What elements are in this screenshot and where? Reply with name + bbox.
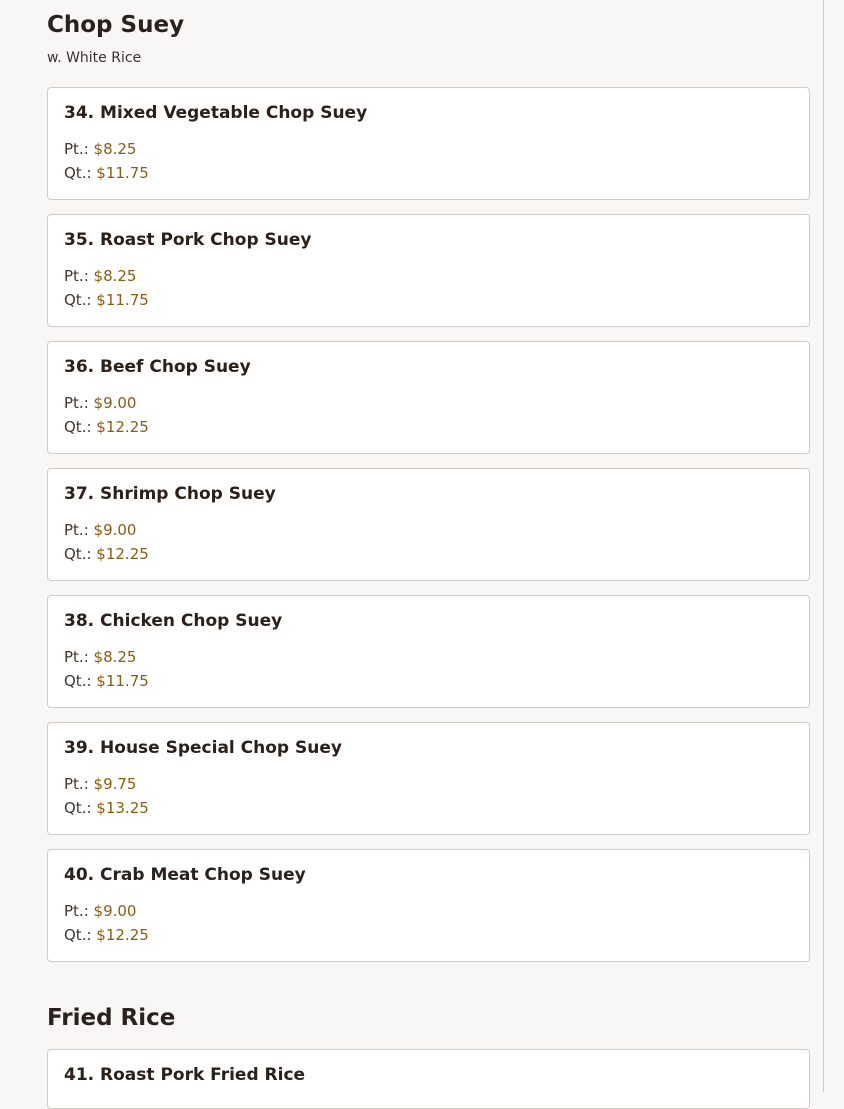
price-line-pint: [64, 904, 136, 919]
price-value-quart: $13.25: [96, 799, 149, 817]
price-label-pint: Pt.:: [64, 140, 89, 158]
price-value-pint: $8.25: [93, 140, 137, 158]
price-label-quart: Qt.:: [64, 672, 92, 690]
section-title-chop-suey: Chop Suey: [47, 12, 185, 38]
price-label-quart: Qt.:: [64, 926, 92, 944]
menu-item-card-36[interactable]: [47, 341, 810, 454]
price-label-pint: Pt.:: [64, 648, 89, 666]
price-label-quart: Qt.:: [64, 418, 92, 436]
price-line-pint: [64, 523, 136, 538]
menu-item-name: 40. Crab Meat Chop Suey: [64, 865, 306, 885]
menu-item-card-37[interactable]: [47, 468, 810, 581]
price-line-pint: [64, 396, 136, 411]
menu-item-name: 36. Beef Chop Suey: [64, 357, 251, 377]
section-title-fried-rice: Fried Rice: [47, 1005, 176, 1031]
price-label-pint: Pt.:: [64, 902, 89, 920]
price-value-quart: $11.75: [96, 291, 149, 309]
price-line-quart: [64, 928, 149, 943]
price-value-pint: $9.75: [93, 775, 137, 793]
price-value-pint: $9.00: [93, 521, 137, 539]
menu-item-card-35[interactable]: [47, 214, 810, 327]
price-line-pint: [64, 142, 136, 157]
price-label-pint: Pt.:: [64, 775, 89, 793]
price-line-quart: [64, 674, 149, 689]
price-value-quart: $11.75: [96, 164, 149, 182]
price-value-quart: $12.25: [96, 545, 149, 563]
price-line-pint: [64, 777, 136, 792]
price-label-pint: Pt.:: [64, 267, 89, 285]
menu-item-name: 34. Mixed Vegetable Chop Suey: [64, 103, 368, 123]
price-line-pint: [64, 650, 136, 665]
price-label-quart: Qt.:: [64, 799, 92, 817]
menu-item-name: 38. Chicken Chop Suey: [64, 611, 283, 631]
price-value-pint: $9.00: [93, 394, 137, 412]
price-value-quart: $12.25: [96, 926, 149, 944]
menu-item-card-40[interactable]: [47, 849, 810, 962]
price-line-quart: [64, 547, 149, 562]
menu-item-name: 35. Roast Pork Chop Suey: [64, 230, 312, 250]
price-line-quart: [64, 166, 149, 181]
price-line-pint: [64, 269, 136, 284]
menu-item-card-34[interactable]: [47, 87, 810, 200]
menu-item-card-39[interactable]: [47, 722, 810, 835]
menu-item-name: 41. Roast Pork Fried Rice: [64, 1065, 306, 1085]
price-label-pint: Pt.:: [64, 394, 89, 412]
price-label-quart: Qt.:: [64, 291, 92, 309]
price-label-quart: Qt.:: [64, 164, 92, 182]
price-label-quart: Qt.:: [64, 545, 92, 563]
price-value-pint: $9.00: [93, 902, 137, 920]
price-value-quart: $12.25: [96, 418, 149, 436]
price-line-quart: [64, 420, 149, 435]
price-value-quart: $11.75: [96, 672, 149, 690]
price-value-pint: $8.25: [93, 267, 137, 285]
menu-item-card-38[interactable]: [47, 595, 810, 708]
menu-item-card-41[interactable]: [47, 1049, 810, 1109]
price-line-quart: [64, 293, 149, 308]
price-line-quart: [64, 801, 149, 816]
menu-item-name: 39. House Special Chop Suey: [64, 738, 342, 758]
section-subtitle-chop-suey: w. White Rice: [47, 50, 142, 66]
menu-item-name: 37. Shrimp Chop Suey: [64, 484, 276, 504]
price-value-pint: $8.25: [93, 648, 137, 666]
price-label-pint: Pt.:: [64, 521, 89, 539]
